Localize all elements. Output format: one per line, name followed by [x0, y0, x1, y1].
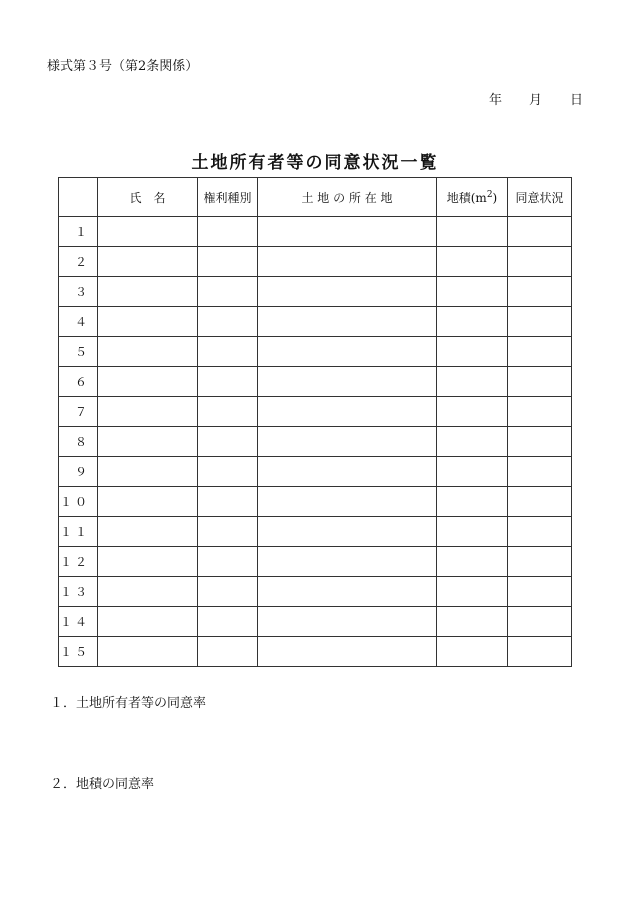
table-row: [59, 247, 572, 277]
cell-area[interactable]: [437, 307, 508, 337]
row-number: ８: [59, 427, 98, 457]
cell-name[interactable]: [98, 337, 198, 367]
cell-name[interactable]: [98, 277, 198, 307]
cell-location[interactable]: [258, 427, 437, 457]
cell-right-type[interactable]: [198, 547, 258, 577]
header-location: 土 地 の 所 在 地: [258, 178, 437, 217]
table-row: [59, 427, 572, 457]
cell-name[interactable]: [98, 517, 198, 547]
cell-location[interactable]: [258, 457, 437, 487]
cell-location[interactable]: [258, 277, 437, 307]
cell-area[interactable]: [437, 637, 508, 667]
cell-area[interactable]: [437, 547, 508, 577]
table-row: [59, 487, 572, 517]
cell-consent[interactable]: [508, 577, 572, 607]
cell-name[interactable]: [98, 427, 198, 457]
table-row: [59, 607, 572, 637]
cell-consent[interactable]: [508, 487, 572, 517]
cell-name[interactable]: [98, 577, 198, 607]
cell-area[interactable]: [437, 607, 508, 637]
cell-name[interactable]: [98, 547, 198, 577]
header-name-label: 氏 名: [129, 190, 166, 205]
cell-area[interactable]: [437, 217, 508, 247]
cell-location[interactable]: [258, 307, 437, 337]
header-no: [59, 178, 98, 217]
cell-area[interactable]: [437, 457, 508, 487]
cell-right-type[interactable]: [198, 367, 258, 397]
cell-right-type[interactable]: [198, 487, 258, 517]
cell-consent[interactable]: [508, 337, 572, 367]
cell-location[interactable]: [258, 607, 437, 637]
cell-right-type[interactable]: [198, 457, 258, 487]
cell-name[interactable]: [98, 247, 198, 277]
cell-location[interactable]: [258, 397, 437, 427]
row-number: １: [59, 217, 98, 247]
row-number: １４: [59, 607, 98, 637]
cell-location[interactable]: [258, 337, 437, 367]
cell-location[interactable]: [258, 367, 437, 397]
cell-area[interactable]: [437, 577, 508, 607]
table-row: [59, 517, 572, 547]
row-number: ６: [59, 367, 98, 397]
cell-location[interactable]: [258, 217, 437, 247]
cell-consent[interactable]: [508, 307, 572, 337]
header-consent: 同意状況: [508, 178, 572, 217]
date-month-label: 月: [529, 93, 543, 108]
cell-consent[interactable]: [508, 637, 572, 667]
header-area: [437, 178, 508, 217]
cell-name[interactable]: [98, 217, 198, 247]
consent-table: [58, 177, 572, 667]
date-day-label: 日: [570, 93, 584, 108]
table-row: [59, 367, 572, 397]
table-row: [59, 547, 572, 577]
cell-area[interactable]: [437, 277, 508, 307]
cell-consent[interactable]: [508, 427, 572, 457]
cell-location[interactable]: [258, 547, 437, 577]
table-row: [59, 307, 572, 337]
row-number: １０: [59, 487, 98, 517]
row-number: １５: [59, 637, 98, 667]
row-number: ３: [59, 277, 98, 307]
row-number: １２: [59, 547, 98, 577]
cell-name[interactable]: [98, 397, 198, 427]
cell-consent[interactable]: [508, 607, 572, 637]
cell-consent[interactable]: [508, 547, 572, 577]
cell-area[interactable]: [437, 397, 508, 427]
header-area-label: 地積(m: [446, 190, 487, 205]
cell-consent[interactable]: [508, 517, 572, 547]
row-number: ５: [59, 337, 98, 367]
table-row: [59, 337, 572, 367]
cell-right-type[interactable]: [198, 427, 258, 457]
cell-location[interactable]: [258, 247, 437, 277]
cell-right-type[interactable]: [198, 217, 258, 247]
table-row: [59, 217, 572, 247]
cell-consent[interactable]: [508, 277, 572, 307]
date-year-label: 年: [489, 93, 503, 108]
cell-right-type[interactable]: [198, 637, 258, 667]
row-number: １１: [59, 517, 98, 547]
table-row: [59, 397, 572, 427]
cell-name[interactable]: [98, 457, 198, 487]
cell-right-type[interactable]: [198, 397, 258, 427]
form-number: 様式第３号（第2条関係）: [47, 59, 199, 74]
cell-location[interactable]: [258, 487, 437, 517]
cell-right-type[interactable]: [198, 247, 258, 277]
cell-name[interactable]: [98, 487, 198, 517]
cell-consent[interactable]: [508, 457, 572, 487]
cell-consent[interactable]: [508, 247, 572, 277]
date-line: [489, 89, 583, 108]
cell-name[interactable]: [98, 307, 198, 337]
cell-right-type[interactable]: [198, 607, 258, 637]
header-area-unit-sup: 2: [486, 189, 493, 200]
table-row: [59, 457, 572, 487]
table-header-row: [59, 178, 572, 217]
cell-right-type[interactable]: [198, 307, 258, 337]
cell-name[interactable]: [98, 367, 198, 397]
cell-location[interactable]: [258, 577, 437, 607]
header-right-type: 権利種別: [198, 178, 258, 217]
header-name: [98, 178, 198, 217]
row-number: ９: [59, 457, 98, 487]
cell-right-type[interactable]: [198, 577, 258, 607]
row-number: ２: [59, 247, 98, 277]
table-row: [59, 577, 572, 607]
cell-area[interactable]: [437, 367, 508, 397]
cell-name[interactable]: [98, 637, 198, 667]
cell-location[interactable]: [258, 517, 437, 547]
table-row: [59, 277, 572, 307]
note-owner-consent-rate: １．土地所有者等の同意率: [50, 696, 207, 711]
cell-area[interactable]: [437, 487, 508, 517]
page-title: 土地所有者等の同意状況一覧: [191, 153, 439, 173]
cell-area[interactable]: [437, 427, 508, 457]
cell-area[interactable]: [437, 337, 508, 367]
row-number: ４: [59, 307, 98, 337]
cell-consent[interactable]: [508, 367, 572, 397]
cell-location[interactable]: [258, 637, 437, 667]
note-area-consent-rate: ２．地積の同意率: [50, 777, 155, 792]
cell-area[interactable]: [437, 247, 508, 277]
row-number: １３: [59, 577, 98, 607]
cell-consent[interactable]: [508, 397, 572, 427]
cell-name[interactable]: [98, 607, 198, 637]
header-area-close: ): [492, 190, 498, 205]
row-number: ７: [59, 397, 98, 427]
cell-right-type[interactable]: [198, 517, 258, 547]
cell-area[interactable]: [437, 517, 508, 547]
cell-consent[interactable]: [508, 217, 572, 247]
cell-right-type[interactable]: [198, 277, 258, 307]
cell-right-type[interactable]: [198, 337, 258, 367]
table-row: [59, 637, 572, 667]
